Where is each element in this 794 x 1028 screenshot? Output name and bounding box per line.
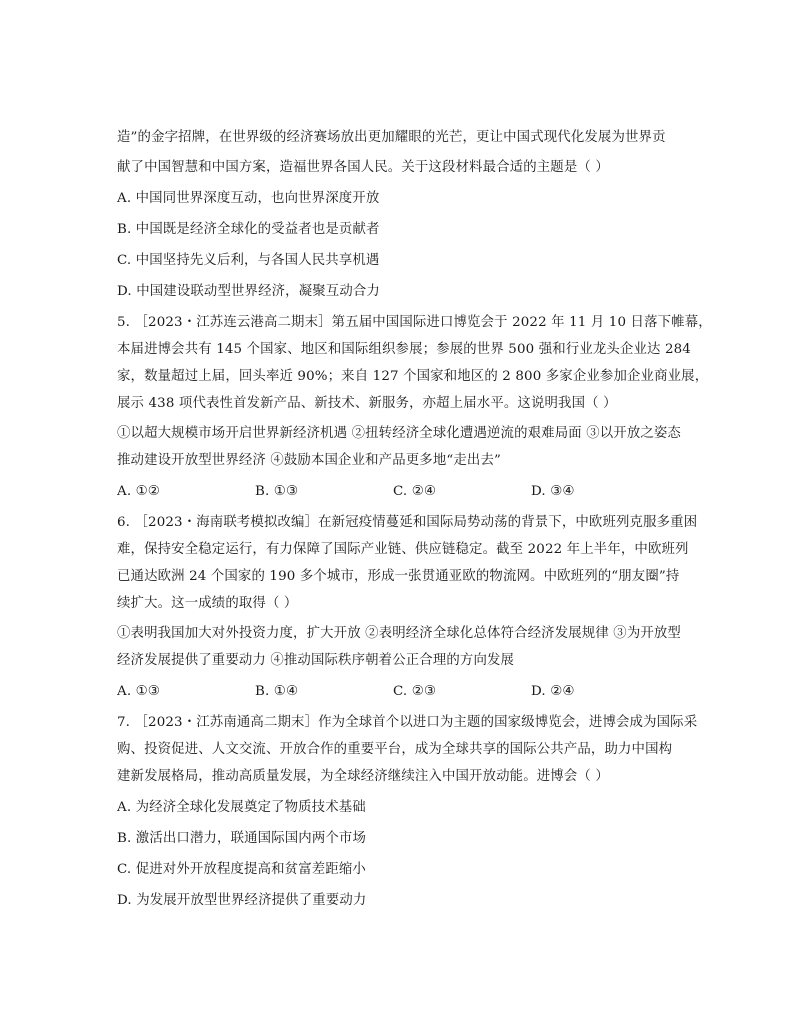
question-4: [117, 124, 683, 307]
question-6-choice-a: A. ①③: [117, 684, 160, 699]
question-5-choices: [117, 476, 683, 507]
question-4-option-a: A. 中国同世界深度互动，也向世界深度开放: [117, 191, 380, 206]
question-4-option-b: B. 中国既是经济全球化的受益者也是贡献者: [117, 222, 380, 237]
question-7-option-c: C. 促进对外开放程度提高和贫富差距缩小: [117, 862, 366, 877]
question-5-choice-c: C. ②④: [393, 484, 437, 499]
question-6-text-line-1: 6. ［2023・海南联考模拟改编］在新冠疫情蔓延和国际局势动荡的背景下，中欧班列克服多重困: [117, 515, 698, 530]
question-5-choice-a: A. ①②: [117, 484, 160, 499]
question-7-text-line-3: 建新发展格局，推动高质量发展，为全球经济继续注入中国开放动能。进博会（ ）: [117, 769, 609, 784]
question-6-text-line-3: 已通达欧洲 24 个国家的 190 多个城市，形成一张贯通亚欧的物流网。中欧班列的“朋友圈”持: [117, 569, 680, 584]
question-5-text-line-4: 展示 438 项代表性首发新产品、新技术、新服务，亦超上届水平。这说明我国（ ）: [117, 396, 617, 411]
question-6-choice-c: C. ②③: [393, 684, 437, 699]
question-6-text-line-4: 续扩大。这一成绩的取得（ ）: [117, 596, 298, 611]
question-4-option-c: C. 中国坚持先义后利，与各国人民共享机遇: [117, 253, 380, 268]
question-7-option-d: D. 为发展开放型世界经济提供了重要动力: [117, 893, 367, 908]
question-4-option-d: D. 中国建设联动型世界经济，凝聚互动合力: [117, 284, 380, 299]
question-7-text-line-1: 7. ［2023・江苏南通高二期末］作为全球首个以进口为主题的国家级博览会，进博会成为国际采: [117, 715, 698, 730]
question-6-choices: [117, 676, 683, 707]
question-5-choice-b: B. ①③: [255, 484, 299, 499]
question-5-choice-d: D. ③④: [531, 484, 575, 499]
question-5: [117, 309, 712, 507]
question-7-option-a: A. 为经济全球化发展奠定了物质技术基础: [117, 800, 366, 815]
question-6-statement-line-2: 经济发展提供了重要动力 ④推动国际秩序朝着公正合理的方向发展: [117, 653, 515, 668]
question-5-statement-line-1: ①以超大规模市场开启世界新经济机遇 ②扭转经济全球化遭遇逆流的艰难局面 ③以开放之姿态: [117, 426, 681, 441]
question-content: [117, 124, 712, 916]
question-7-option-b: B. 激活出口潜力，联通国际国内两个市场: [117, 831, 366, 846]
question-4-text-line-2: 献了中国智慧和中国方案，造福世界各国人民。关于这段材料最合适的主题是（ ）: [117, 160, 609, 175]
question-6-choice-b: B. ①④: [255, 684, 299, 699]
question-5-text-line-3: 家，数量超过上届，回头率近 90%；来自 127 个国家和地区的 2 800 多家企业参加企业商业展，: [117, 369, 709, 384]
question-7-text-line-2: 购、投资促进、人文交流、开放合作的重要平台，成为全球共享的国际公共产品，助力中国构: [117, 742, 673, 757]
question-6-choice-d: D. ②④: [531, 684, 575, 699]
question-5-text-line-1: 5. ［2023・江苏连云港高二期末］第五届中国国际进口博览会于 2022 年 11 月 10 日落下帷幕，: [117, 315, 712, 330]
question-4-text-line-1: 造”的金字招牌，在世界级的经济赛场放出更加耀眼的光芒，更让中国式现代化发展为世界贡: [117, 130, 666, 145]
question-6-text-line-2: 难，保持安全稳定运行，有力保障了国际产业链、供应链稳定。截至 2022 年上半年，中欧班列: [117, 542, 689, 557]
question-5-statement-line-2: 推动建设开放型世界经济 ④鼓励本国企业和产品更多地“走出去”: [117, 453, 501, 468]
question-6: [117, 509, 698, 707]
question-5-text-line-2: 本届进博会共有 145 个国家、地区和国际组织参展；参展的世界 500 强和行业龙头企业达 284: [117, 342, 691, 357]
question-6-statement-line-1: ①表明我国加大对外投资力度，扩大开放 ②表明经济全球化总体符合经济发展规律 ③为开放型: [117, 626, 681, 641]
question-7: [117, 709, 698, 916]
